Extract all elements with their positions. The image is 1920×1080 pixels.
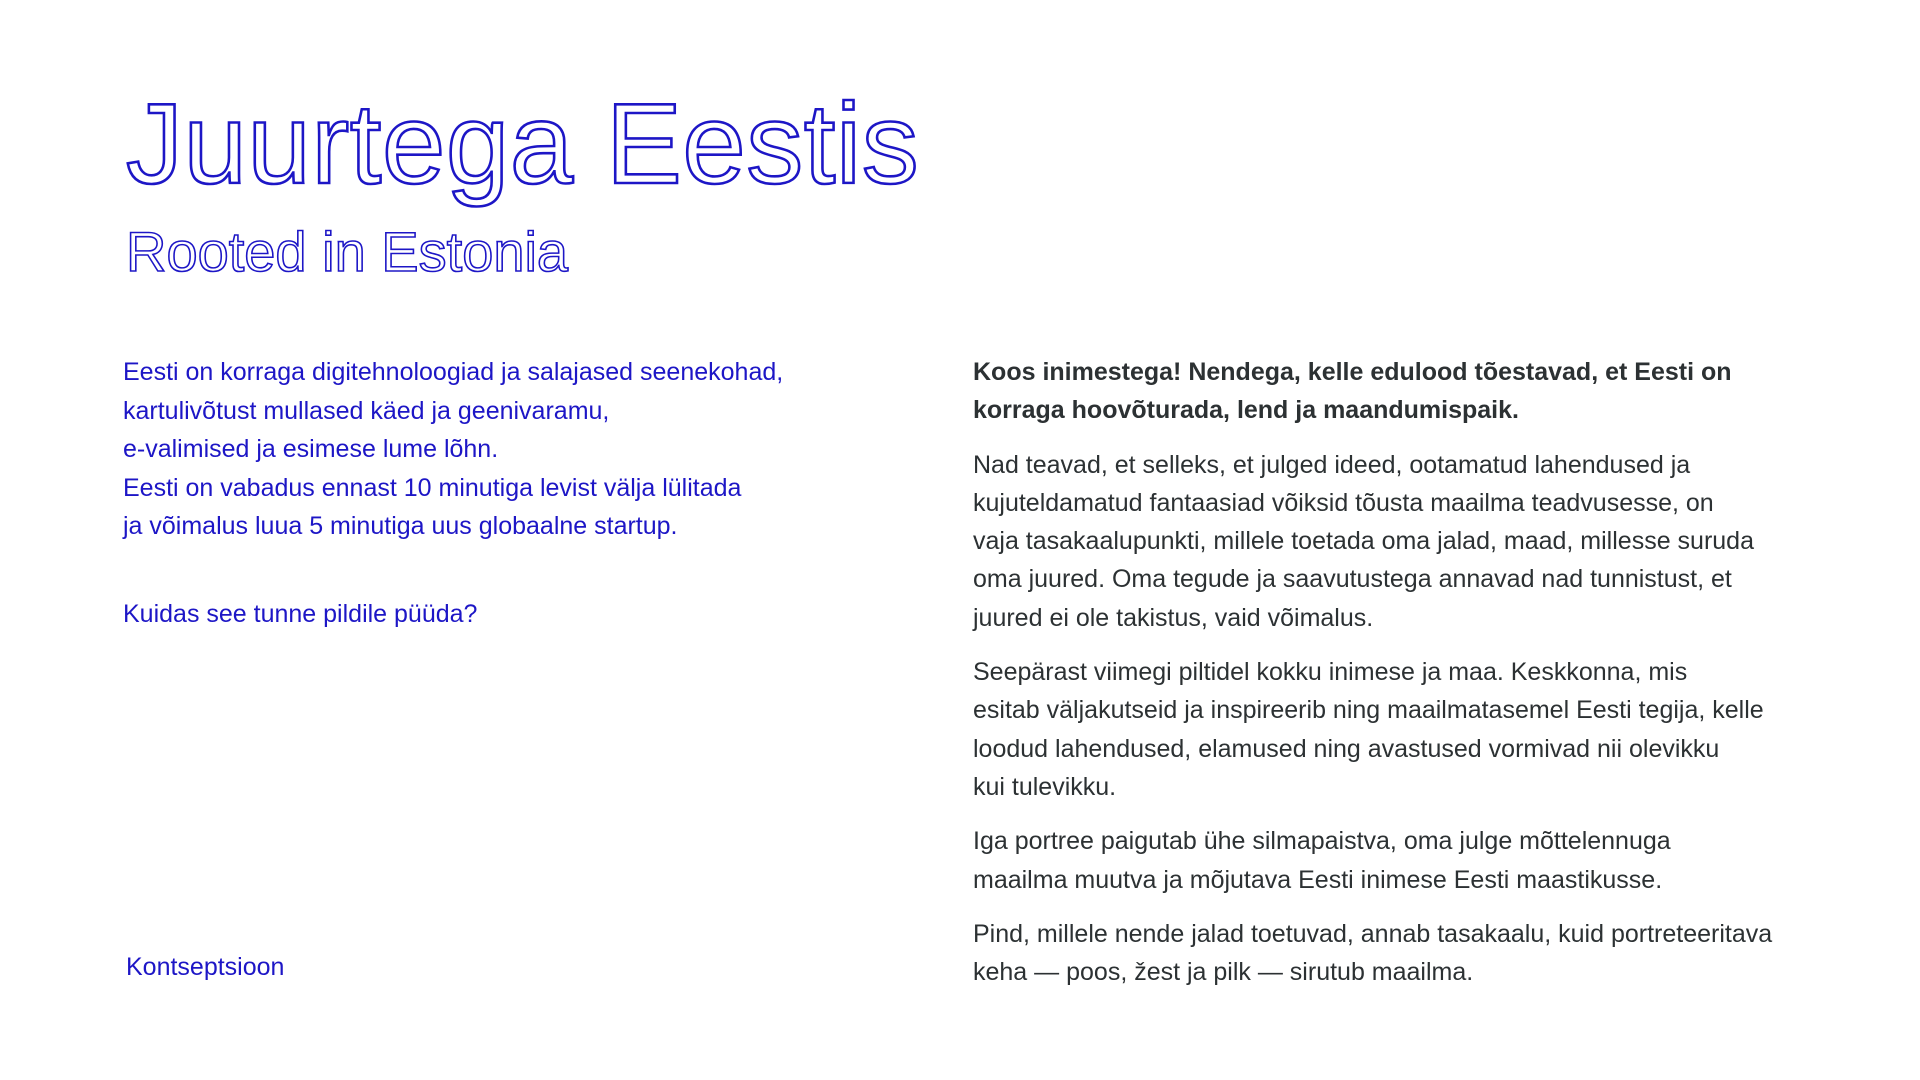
body-line: Seepärast viimegi piltidel kokku inimese ja maa. Keskkonna, mis bbox=[973, 658, 1688, 687]
intro-line: ja võimalus luua 5 minutiga uus globaalne startup. bbox=[123, 512, 678, 540]
intro-line: kartulivõtust mullased käed ja geenivaramu, bbox=[123, 396, 610, 425]
body-paragraph bbox=[973, 446, 1813, 637]
body-line: vaja tasakaalupunkti, millele toetada oma jalad, maad, millesse suruda bbox=[973, 527, 1754, 556]
intro-text bbox=[123, 353, 883, 546]
body-line: juured ei ole takistus, vaid võimalus. bbox=[973, 603, 1374, 632]
section-label: Kontseptsioon bbox=[126, 953, 285, 981]
page-title: Juurtega Eestis bbox=[126, 81, 920, 208]
body-line: kujuteldamatud fantaasiad võiksid tõusta maailma teadvusesse, on bbox=[973, 488, 1714, 517]
intro-line: e-valimised ja esimese lume lõhn. bbox=[123, 435, 499, 463]
intro-question: Kuidas see tunne pildile püüda? bbox=[123, 600, 478, 628]
body-line: oma juured. Oma tegude ja saavutustega annavad nad tunnistust, et bbox=[973, 565, 1732, 594]
body-line: Pind, millele nende jalad toetuvad, annab tasakaalu, kuid portreteeritava bbox=[973, 919, 1773, 948]
body-line: loodud lahendused, elamused ning avastused vormivad nii olevikku bbox=[973, 734, 1720, 763]
body-line: esitab väljakutseid ja inspireerib ning maailmatasemel Eesti tegija, kelle bbox=[973, 696, 1764, 725]
body-paragraph bbox=[973, 915, 1813, 992]
body-paragraph bbox=[973, 653, 1813, 806]
body-line: maailma muutva ja mõjutava Eesti inimese Eesti maastikusse. bbox=[973, 865, 1663, 894]
body-line: kui tulevikku. bbox=[973, 772, 1117, 801]
body-paragraph bbox=[973, 822, 1813, 899]
lead-line: korraga hoovõturada, lend ja maandumispaik. bbox=[973, 396, 1519, 425]
lead-paragraph bbox=[973, 353, 1813, 430]
body-line: keha — poos, žest ja pilk — sirutub maailma. bbox=[973, 958, 1474, 987]
intro-line: Eesti on vabadus ennast 10 minutiga levist välja lülitada bbox=[123, 473, 742, 502]
body-line: Nad teavad, et selleks, et julged ideed, ootamatud lahendused ja bbox=[973, 450, 1691, 479]
intro-line: Eesti on korraga digitehnoloogiad ja salajased seenekohad, bbox=[123, 358, 784, 386]
lead-line: Koos inimestega! Nendega, kelle edulood tõestavad, et Eesti on bbox=[973, 358, 1732, 386]
body-text bbox=[973, 353, 1813, 1007]
page-subtitle: Rooted in Estonia bbox=[126, 220, 569, 283]
body-line: Iga portree paigutab ühe silmapaistva, oma julge mõttelennuga bbox=[973, 827, 1671, 856]
